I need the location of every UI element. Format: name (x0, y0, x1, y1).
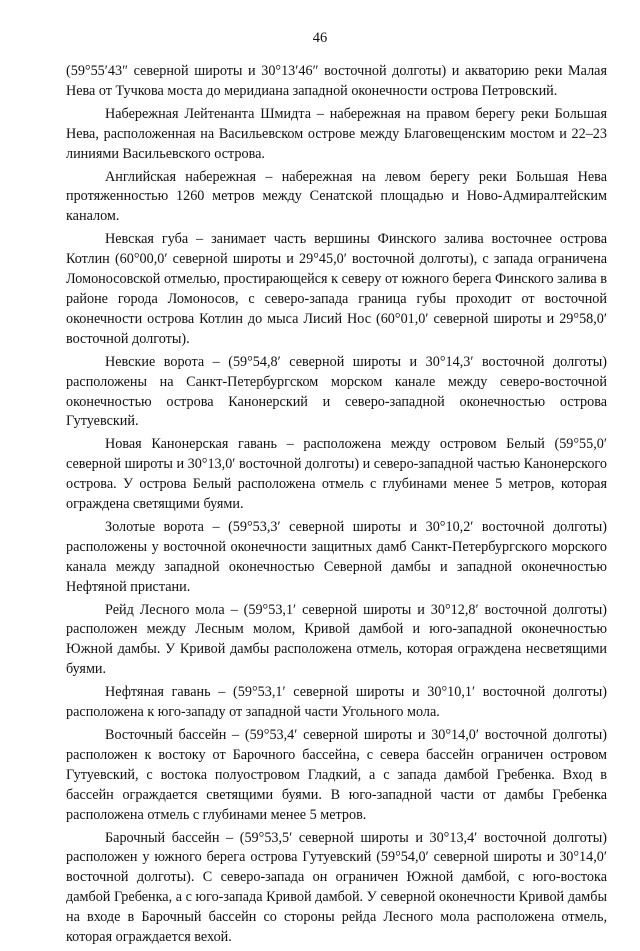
document-body (66, 62, 607, 951)
paragraph-angliyskaya-naberezhnaya: Английская набережная – набережная на левом берегу реки Большая Нева протяженностью 1260 метров между Сенатской площадью и Ново-Адмиралтейским каналом. (66, 168, 607, 225)
paragraph-novaya-kanonerskaya-gavan: Новая Канонерская гавань – расположена между островом Белый (59°55,0′ северной широты и 30°13,0′ восточной долготы) и северо-западной частью Канонерского острова. У острова Белый расположена отмель с глубинами менее 5 метров, которая ограждена светящими буями. (66, 436, 607, 513)
paragraph-continuation: (59°55′43″ северной широты и 30°13′46″ восточной долготы) и акваторию реки Малая Нева от Тучкова моста до меридиана западной оконечности острова Петровский. (66, 63, 607, 99)
paragraph-naberezhnaya-shmidta: Набережная Лейтенанта Шмидта – набережная на правом берегу реки Большая Нева, расположенная на Васильевском острове между Благовещенским мостом и 22–23 линиями Васильевского острова. (66, 105, 607, 162)
paragraph-neftyanaya-gavan: Нефтяная гавань – (59°53,1′ северной широты и 30°10,1′ восточной долготы) расположена к юго-западу от западной части Угольного мола. (66, 684, 607, 721)
paragraph-reyd-lesnogo-mola: Рейд Лесного мола – (59°53,1′ северной широты и 30°12,8′ восточной долготы) расположен между Лесным молом, Кривой дамбой и юго-западной оконечностью Южной дамбы. У Кривой дамбы расположена отмель, которая ограждена несветящими буями. (66, 601, 607, 678)
paragraph-zolotye-vorota: Золотые ворота – (59°53,3′ северной широты и 30°10,2′ восточной долготы) расположены у восточной оконечности защитных дамб Санкт-Петербургского морского канала между западной оконечностью Северной дамбы и западной оконечностью Нефтяной пристани. (66, 518, 607, 595)
paragraph-nevskie-vorota: Невские ворота – (59°54,8′ северной широты и 30°14,3′ восточной долготы) расположены на Санкт-Петербургском морском канале между северо-восточной оконечностью острова Канонерский и северо-западной оконечностью острова Гутуевский. (66, 353, 607, 430)
paragraph-vostochny-basseyn: Восточный бассейн – (59°53,4′ северной широты и 30°14,0′ восточной долготы) расположен к востоку от Барочного бассейна, с севера бассейн ограничен островом Гутуевский, с востока полуостровом Гладкий, а с запада дамбой Гребенка. Вход в бассейн ограждается светящими буями. В юго-западной части от дамбы Гребенка расположена отмель с глубинами менее 5 метров. (66, 727, 607, 823)
paragraph-nevskaya-guba: Невская губа – занимает часть вершины Финского залива восточнее острова Котлин (60°00,0′ северной широты и 29°45,0′ восточной долготы), с запада ограничена Ломоносовской отмелью, простирающейся к северу от южного берега Финского залива в районе города Ломоносов, с северо-запада граница губы проходит от восточной оконечности острова Котлин до мыса Лисий Нос (60°01,0′ северной широты и 29°58,0′ восточной долготы). (66, 231, 607, 347)
page-number: 46 (312, 30, 328, 46)
paragraph-barochny-basseyn: Барочный бассейн – (59°53,5′ северной широты и 30°13,4′ восточной долготы) расположен у южного берега острова Гутуевский (59°54,0′ северной широты и 30°14,0′ восточной долготы). С северо-запада он ограничен Южной дамбой, с юго-востока дамбой Гребенка, а с юго-запада Кривой дамбой. У северной оконечности Кривой дамбы на входе в Барочный бассейн со стороны рейда Лесного мола расположена отмель, которая ограждается вехой. (66, 829, 607, 946)
